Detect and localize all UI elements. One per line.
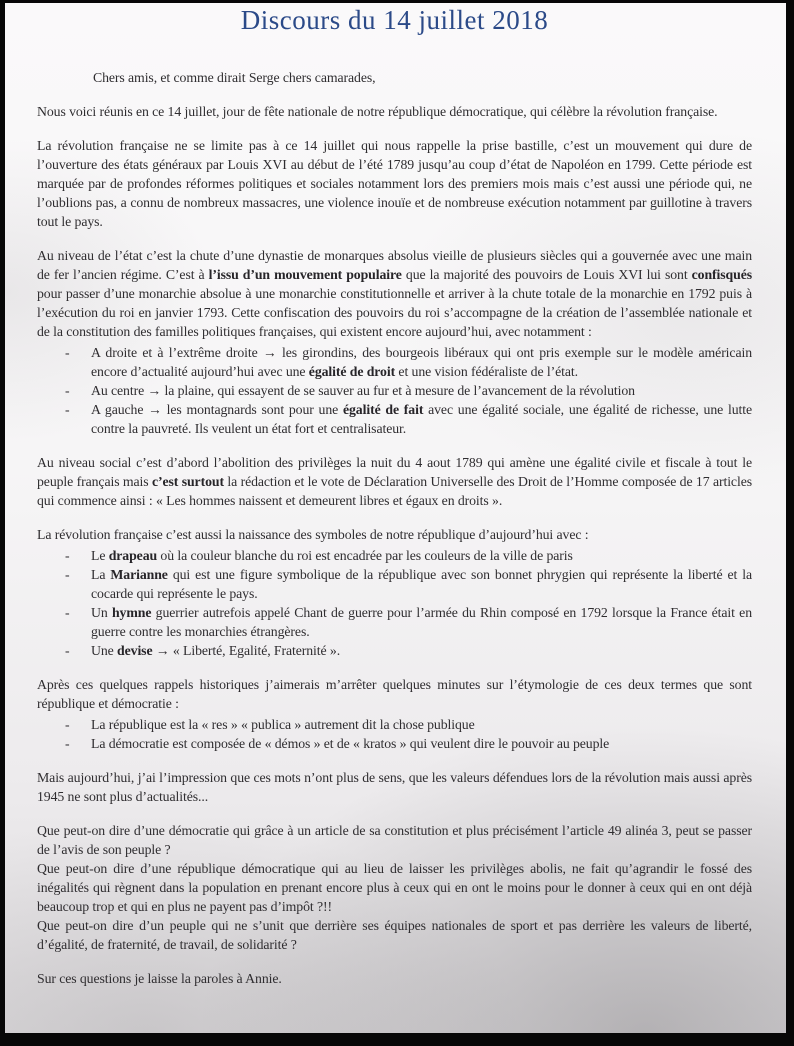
bold-segment: égalité de droit bbox=[308, 364, 396, 379]
text-segment: guerrier autrefois appelé Chant de guerre pour l’armée du Rhin composé en 1792 lorsque la France était en guerre contre les monarchies étrangères. bbox=[91, 605, 752, 639]
text-segment: Une bbox=[91, 643, 118, 658]
text-segment: Au centre → la plaine, qui essayent de se sauver au fur et à mesure de l’avancement de la révolution bbox=[91, 383, 635, 398]
bold-segment: Marianne bbox=[110, 567, 168, 582]
list-item bbox=[37, 546, 752, 565]
paragraph-etat bbox=[37, 246, 752, 341]
bold-segment: hymne bbox=[111, 605, 152, 620]
text-segment: Le bbox=[91, 548, 109, 563]
text-segment: La démocratie est composée de « démos » et de « kratos » qui veulent dire le pouvoir au peuple bbox=[91, 736, 610, 751]
salutation: Chers amis, et comme dirait Serge chers camarades, bbox=[93, 70, 376, 85]
list-item bbox=[37, 715, 752, 734]
text-segment: et une vision fédéraliste de l’état. bbox=[395, 364, 578, 379]
bullet-dash: - bbox=[65, 736, 70, 751]
bullet-dash: - bbox=[65, 345, 70, 360]
text-segment: Un bbox=[91, 605, 112, 620]
document-content bbox=[5, 3, 786, 988]
text-segment: Au niveau social c’est d’abord l’abolition des privilèges la nuit du 4 aout 1789 qui amène une égalité civile et fiscale à tout le peuple français mais bbox=[37, 455, 752, 489]
question-peuple: Que peut-on dire d’un peuple qui ne s’unit que derrière ses équipes nationales de sport et pas derrière les valeurs de liberté, d’égalité, de fraternité, de travail, de solidarité ? bbox=[37, 918, 752, 952]
list-item bbox=[37, 565, 752, 603]
text-segment: qui est une figure symbolique de la république avec son bonnet phrygien qui représente la liberté et la cocarde qui représente le pays. bbox=[91, 567, 752, 601]
etymologie-list bbox=[37, 715, 752, 753]
bullet-dash: - bbox=[65, 605, 70, 620]
list-item bbox=[37, 343, 752, 381]
bold-segment: égalité de fait bbox=[342, 402, 424, 417]
text-segment: La bbox=[91, 567, 111, 582]
text-segment: où la couleur blanche du roi est encadrée par les couleurs de la ville de paris bbox=[157, 548, 573, 563]
text-segment: que la majorité des pouvoirs de Louis XVI lui sont bbox=[401, 267, 692, 282]
bold-segment: l’issu d’un mouvement populaire bbox=[208, 267, 402, 282]
list-item bbox=[37, 734, 752, 753]
symboles-list bbox=[37, 546, 752, 660]
text-segment: Au niveau de l’état c’est la chute d’une dynastie de monarques absolus vieille de plusieurs siècles qui a gouvernée avec une main de fer l’ancien régime. C’est à bbox=[37, 248, 752, 282]
paragraph-symboles-intro: La révolution française c’est aussi la naissance des symboles de notre république d’aujourd’hui avec : bbox=[37, 527, 589, 542]
list-item bbox=[37, 400, 752, 438]
document-page bbox=[5, 3, 786, 1033]
question-republique: Que peut-on dire d’une république démocratique qui au lieu de laisser les privilèges abolis, ne fait qu’agrandir le fossé des inégalités qui règnent dans la population en prenant encore plus à ceux qui en ont le moins pour le donner à ceux qui en ont déjà beaucoup trop et qui en plus ne payent pas d’impôt ?!! bbox=[37, 861, 752, 914]
text-segment: A gauche → les montagnards sont pour une bbox=[91, 402, 343, 417]
paragraph-revolution: La révolution française ne se limite pas à ce 14 juillet qui nous rappelle la prise bastille, c’est un mouvement qui dure de l’ouverture des états généraux par Louis XVI au début de l’été 1789 jusqu’au coup d’état de Napoléon en 1799. Cette période est marquée par de profondes réformes politiques et sociales notamment lors des premiers mois mais c’est aussi une période qui, ne l’oublions pas, a connu de nombreux massacres, une violence inouïe et de nombreuse exécution notamment par guillotine à travers tout le pays. bbox=[37, 138, 752, 229]
paragraph-intro: Nous voici réunis en ce 14 juillet, jour de fête nationale de notre république démocratique, qui célèbre la révolution française. bbox=[37, 104, 718, 119]
paragraph-etymologie-intro: Après ces quelques rappels historiques j’aimerais m’arrêter quelques minutes sur l’étymologie de ces deux termes que sont république et démocratie : bbox=[37, 677, 752, 711]
bullet-dash: - bbox=[65, 643, 70, 658]
text-segment: A droite et à l’extrême droite → les girondins, des bourgeois libéraux qui ont pris exemple sur le modèle américain encore d’actualité aujourd’hui avec une bbox=[91, 345, 752, 379]
bullet-dash: - bbox=[65, 402, 70, 417]
familles-politiques-list bbox=[37, 343, 752, 438]
list-item bbox=[37, 603, 752, 641]
bold-segment: drapeau bbox=[108, 548, 158, 563]
bullet-dash: - bbox=[65, 567, 70, 582]
text-segment: La république est la « res » « publica » autrement dit la chose publique bbox=[91, 717, 475, 732]
text-segment: → « Liberté, Egalité, Fraternité ». bbox=[152, 643, 341, 658]
text-segment: la rédaction et le vote de Déclaration Universelle des Droit de l’Homme composée de 17 articles qui commence ainsi : « Les hommes naissent et demeurent libres et égaux en droits ». bbox=[37, 474, 752, 508]
bullet-dash: - bbox=[65, 383, 70, 398]
bullet-dash: - bbox=[65, 548, 70, 563]
text-segment: avec une égalité sociale, une égalité de richesse, une lutte contre la pauvreté. Ils veulent un état fort et centralisateur. bbox=[91, 402, 752, 436]
bullet-dash: - bbox=[65, 717, 70, 732]
bold-segment: confisqués bbox=[691, 267, 752, 282]
paragraph-social bbox=[37, 453, 752, 510]
paragraph-cloture: Sur ces questions je laisse la paroles à Annie. bbox=[37, 971, 282, 986]
list-item bbox=[37, 381, 752, 400]
bold-segment: c’est surtout bbox=[151, 474, 224, 489]
paragraph-aujourdhui: Mais aujourd’hui, j’ai l’impression que ces mots n’ont plus de sens, que les valeurs défendues lors de la révolution mais aussi après 1945 ne sont plus d’actualités... bbox=[37, 770, 752, 804]
list-item bbox=[37, 641, 752, 660]
questions-block bbox=[37, 821, 752, 954]
bold-segment: devise bbox=[117, 643, 153, 658]
question-democratie: Que peut-on dire d’une démocratie qui grâce à un article de sa constitution et plus précisément l’article 49 alinéa 3, peut se passer de l’avis de son peuple ? bbox=[37, 823, 752, 857]
document-title: Discours du 14 juillet 2018 bbox=[240, 5, 549, 35]
text-segment: pour passer d’une monarchie absolue à une monarchie constitutionnelle et arriver à la chute totale de la monarchie en 1792 puis à l’exécution du roi en janvier 1793. Cette confiscation des pouvoirs du roi s’accompagne de la création de l’assemblée nationale et de la constitution des familles politiques françaises, qui existent encore aujourd’hui, avec notamment : bbox=[37, 286, 752, 339]
